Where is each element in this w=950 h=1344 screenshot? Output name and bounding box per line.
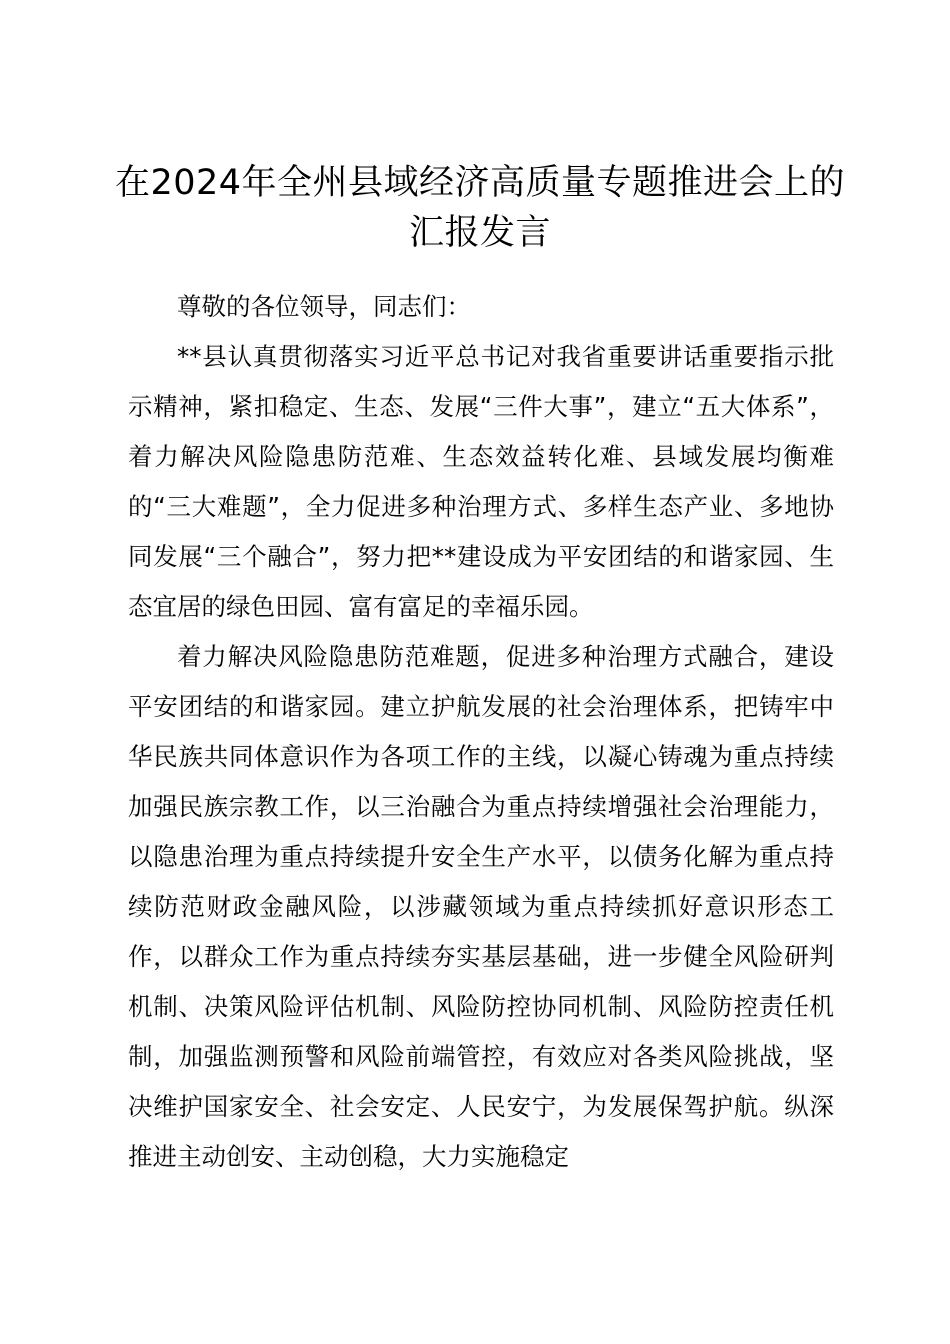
document-title: 在2024年全州县域经济高质量专题推进会上的汇报发言 (114, 163, 846, 253)
document-body (128, 282, 834, 1182)
paragraph-intro: **县认真贯彻落实习近平总书记对我省重要讲话重要指示批示精神，紧扣稳定、生态、发展“三件大事”，建立“五大体系”，着力解决风险隐患防范难、生态效益转化难、县域发展均衡难的“三大难题”，全力促进多种治理方式、多样生态产业、多地协同发展“三个融合”，努力把**建设成为平安团结的和谐家园、生态宜居的绿色田园、富有富足的幸福乐园。 (128, 342, 834, 621)
paragraph-risk-prevention: 着力解决风险隐患防范难题，促进多种治理方式融合，建设平安团结的和谐家园。建立护航发展的社会治理体系，把铸牢中华民族共同体意识作为各项工作的主线，以凝心铸魂为重点持续加强民族宗教工作，以三治融合为重点持续增强社会治理能力，以隐患治理为重点持续提升安全生产水平，以债务化解为重点持续防范财政金融风险，以涉藏领域为重点持续抓好意识形态工作，以群众工作为重点持续夯实基层基础，进一步健全风险研判机制、决策风险评估机制、风险防控协同机制、风险防控责任机制，加强监测预警和风险前端管控，有效应对各类风险挑战，坚决维护国家安全、社会安定、人民安宁，为发展保驾护航。纵深推进主动创安、主动创稳，大力实施稳定 (128, 642, 834, 1171)
salutation: 尊敬的各位领导，同志们： (177, 292, 471, 321)
